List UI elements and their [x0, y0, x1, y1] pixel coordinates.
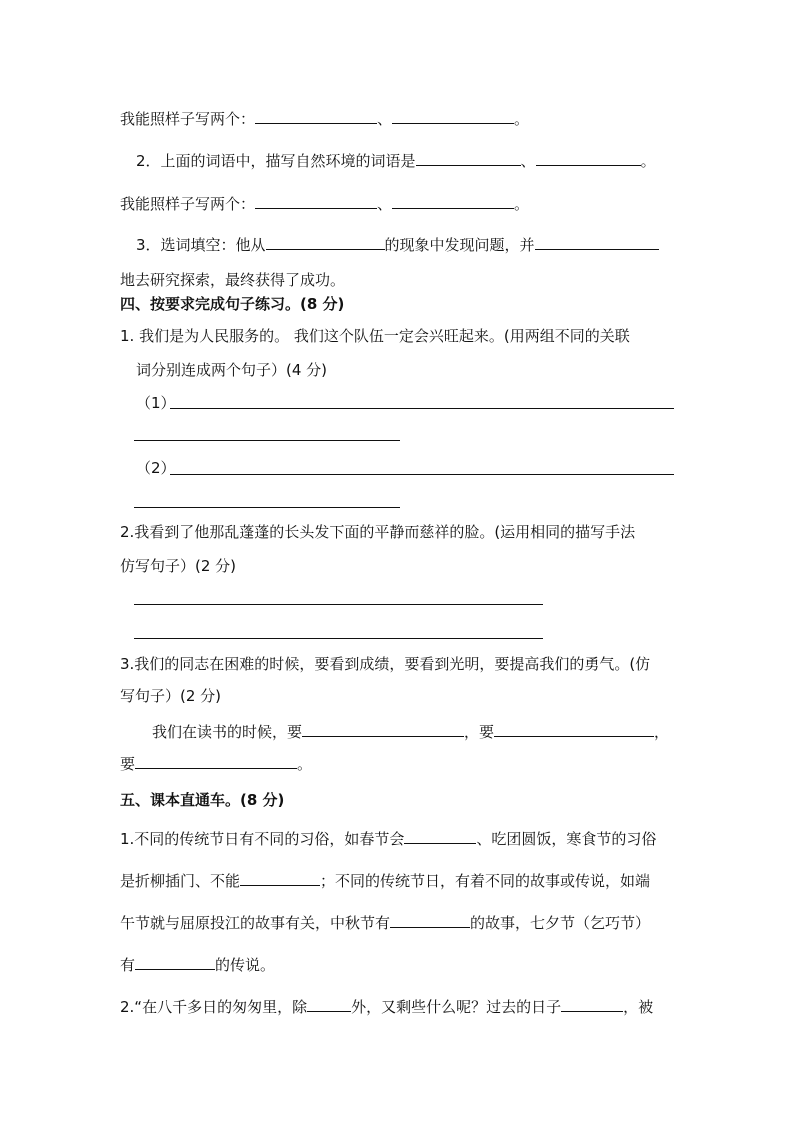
- answer-blank[interactable]: [302, 721, 464, 737]
- s5-q2-line1: [120, 996, 653, 1017]
- answer-blank[interactable]: [240, 870, 320, 886]
- s4-q1-line1: 1. 我们是为人民服务的。 我们这个队伍一定会兴旺起来。(用两组不同的关联: [120, 327, 630, 345]
- answer-blank[interactable]: [392, 193, 514, 209]
- s4-q2-line1: 2.我看到了他那乱蓬蓬的长头发下面的平静而慈祥的脸。(运用相同的描写手法: [120, 523, 636, 541]
- answer-blank[interactable]: [255, 108, 377, 124]
- answer-blank[interactable]: [561, 996, 623, 1012]
- line-text: ，要: [464, 723, 495, 741]
- period: 。: [514, 110, 530, 128]
- separator: ，: [654, 723, 670, 741]
- s5-q1-line2: [120, 870, 650, 891]
- question-3-fill-words: [136, 234, 659, 255]
- period: 。: [640, 152, 656, 170]
- line-text: 的传说。: [215, 956, 276, 974]
- s4-q1-answer-1-label: （1）: [136, 394, 176, 412]
- answer-blank[interactable]: [255, 193, 377, 209]
- line-text: ；不同的传统节日，有着不同的故事或传说，如端: [320, 872, 651, 890]
- question-2-natural-words: [136, 150, 656, 171]
- section-4-heading: 四、按要求完成句子练习。(8 分): [120, 295, 345, 313]
- answer-blank[interactable]: [390, 912, 470, 928]
- answer-line[interactable]: [134, 507, 400, 508]
- line-text: 、吃团圆饭，寒食节的习俗: [476, 830, 657, 848]
- example-write-line-1: [120, 108, 529, 129]
- answer-line[interactable]: [134, 440, 400, 441]
- line-text: ，被: [623, 998, 654, 1016]
- line-text: 3．选词填空：他从: [136, 236, 266, 254]
- s4-q3-fill-line-2: [120, 753, 312, 774]
- line-text: 的现象中发现问题，并: [384, 236, 535, 254]
- answer-blank[interactable]: [535, 234, 659, 250]
- answer-line[interactable]: [170, 408, 674, 409]
- line-text: 有: [120, 956, 136, 974]
- answer-blank[interactable]: [416, 150, 521, 166]
- answer-blank[interactable]: [392, 108, 514, 124]
- answer-blank[interactable]: [266, 234, 385, 250]
- line-text: 我们在读书的时候，要: [152, 723, 303, 741]
- s4-q2-line2: 仿写句子）(2 分): [120, 557, 237, 575]
- answer-blank[interactable]: [307, 996, 351, 1012]
- period: 。: [297, 755, 313, 773]
- line-text: 的故事，七夕节（乞巧节）: [470, 914, 651, 932]
- s5-q1-line3: [120, 912, 650, 933]
- section-5-heading: 五、课本直通车。(8 分): [120, 791, 285, 809]
- question-3-continuation: [120, 270, 345, 290]
- period: 。: [514, 195, 530, 213]
- answer-blank[interactable]: [494, 721, 654, 737]
- s4-q1-line2: 词分别连成两个句子）(4 分): [136, 361, 328, 379]
- answer-line[interactable]: [170, 474, 674, 475]
- s4-q1-answer-2-label: （2）: [136, 459, 176, 477]
- answer-line[interactable]: [134, 638, 543, 639]
- answer-blank[interactable]: [135, 954, 215, 970]
- s5-q1-line4: [120, 954, 275, 975]
- line-text: 是折柳插门、不能: [120, 872, 241, 890]
- line-text: 要: [120, 755, 136, 773]
- line-text: 我能照样子写两个：: [120, 110, 256, 128]
- answer-line[interactable]: [134, 604, 543, 605]
- s4-q3-fill-line: [152, 721, 669, 742]
- line-text: 外，又剩些什么呢？过去的日子: [351, 998, 562, 1016]
- separator: 、: [377, 110, 393, 128]
- answer-blank[interactable]: [404, 828, 476, 844]
- answer-blank[interactable]: [536, 150, 641, 166]
- separator: 、: [377, 195, 393, 213]
- s4-q3-line2: 写句子）(2 分): [120, 687, 222, 705]
- line-text: 地去研究探索，最终获得了成功。: [120, 271, 346, 289]
- line-text: 2．上面的词语中，描写自然环境的词语是: [136, 152, 416, 170]
- line-text: 我能照样子写两个：: [120, 195, 256, 213]
- s5-q1-line1: [120, 828, 656, 849]
- line-text: 1.不同的传统节日有不同的习俗，如春节会: [120, 830, 405, 848]
- s4-q3-line1: 3.我们的同志在困难的时候，要看到成绩，要看到光明，要提高我们的勇气。(仿: [120, 655, 651, 673]
- separator: 、: [520, 152, 536, 170]
- example-write-line-2: [120, 193, 529, 214]
- line-text: 2.“在八千多日的匆匆里，除: [120, 998, 308, 1016]
- line-text: 午节就与屈原投江的故事有关，中秋节有: [120, 914, 391, 932]
- answer-blank[interactable]: [135, 753, 297, 769]
